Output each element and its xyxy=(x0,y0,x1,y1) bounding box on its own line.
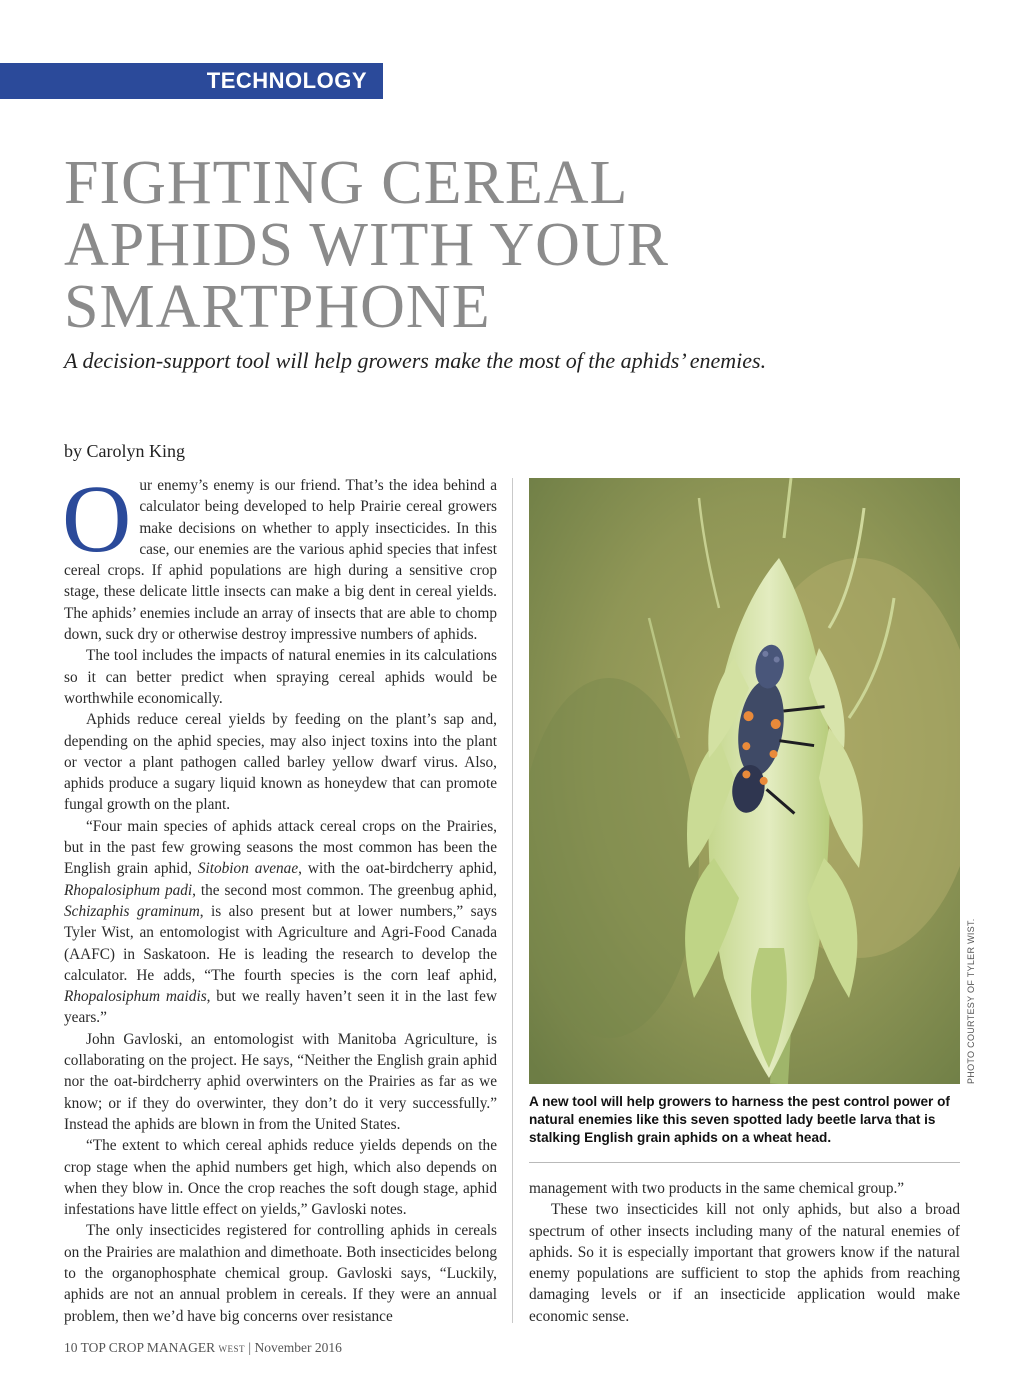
headline-line: FIGHTING CEREAL xyxy=(64,149,629,217)
magazine-name: TOP CROP MANAGER xyxy=(80,1340,216,1355)
headline-line: APHIDS WITH YOUR xyxy=(64,211,669,279)
species-name: Rhopalosiphum padi xyxy=(64,881,193,899)
photo-ladybeetle-larva-on-wheat xyxy=(529,478,960,1084)
article-paragraph: “Four main species of aphids attack cereal crops on the Prairies, but in the past few growing seasons the most common has been the English grain aphid, Sitobion avenae, with the oat-birdcherry aphid, Rhopalosiphum padi, the second most common. The greenbug aphid, Schizaphis graminum, is also present but at lower numbers,” says Tyler Wist, an entomologist with Agriculture and Agri-Food Canada (AAFC) in Saskatoon. He is leading the research to develop the calculator. He adds, “The fourth species is the corn leaf aphid, Rhopalosiphum maidis, but we really haven’t seen it in the last few years.” xyxy=(64,817,497,1027)
column-divider xyxy=(512,478,513,1323)
issue-date: November 2016 xyxy=(254,1340,342,1355)
article-paragraph: John Gavloski, an entomologist with Manitoba Agriculture, is collaborating on the project. He says, “Neither the English grain aphid nor the oat-birdcherry aphid overwinters on the Prairies as far as we know; or if they do overwinter, they don’t do it very successfully.” Instead the aphids are blown in from the United States. xyxy=(64,1030,497,1133)
article-paragraph: The tool includes the impacts of natural enemies in its calculations so it can better predict when spraying cereal aphids would be worthwhile economically. xyxy=(64,647,497,707)
caption-divider xyxy=(529,1162,960,1163)
species-name: Sitobion avenae xyxy=(197,860,299,878)
byline: by Carolyn King xyxy=(64,441,185,461)
article-paragraph: “The extent to which cereal aphids reduce yields depends on the crop stage when the aphid numbers get high, which also depends on when they blow in. Once the crop reaches the soft dough stage, aphid infestations have little effect on yields,” Gavloski notes. xyxy=(64,1137,497,1219)
article-paragraph: Our enemy’s enemy is our friend. That’s the idea behind a calculator being developed to help Prairie cereal growers make decisions on whether to apply insecticides. In this case, our enemies are the various aphid species that infest cereal crops. If aphid populations are high during a sensitive crop stage, these delicate little insects can make a big dent in cereal yields. The aphids’ enemies include an array of insects that are able to chomp down, suck dry or otherwise destroy impressive numbers of aphids. xyxy=(62,465,497,644)
article-paragraph: Aphids reduce cereal yields by feeding on the plant’s sap and, depending on the aphid species, may also inject toxins into the plant or vector a plant pathogen called barley yellow dwarf virus. Also, aphids produce a sugary liquid known as honeydew that can promote fungal growth on the plant. xyxy=(64,711,497,814)
article-paragraph: The only insecticides registered for controlling aphids in cereals on the Prairies are malathion and dimethoate. Both insecticides belong to the organophosphate chemical group. Gavloski says, “Luckily, aphids are not an annual problem in cereals. If they were an annual problem, then we’d have big concerns over resistance xyxy=(64,1222,497,1325)
headline xyxy=(64,149,764,341)
deck-subtitle: A decision-support tool will help growers make the most of the aphids’ enemies. xyxy=(64,348,767,373)
page-number: 10 xyxy=(64,1340,78,1355)
section-label: TECHNOLOGY xyxy=(206,68,367,93)
species-name: Schizaphis graminum xyxy=(64,902,200,920)
article-paragraph: These two insecticides kill not only aphids, but also a broad spectrum of other insects including many of the natural enemies of aphids. So it is especially important that growers know if the natural enemy populations are sufficient to stop the aphids from reaching damaging levels or if an insecticide application would make economic sense. xyxy=(529,1201,960,1325)
article-paragraph: management with two products in the same chemical group.” xyxy=(529,1180,905,1197)
article-column-right xyxy=(529,1178,960,1327)
headline-line: SMARTPHONE xyxy=(64,273,491,341)
page-footer xyxy=(64,1340,342,1356)
magazine-edition: WEST xyxy=(218,1344,246,1354)
footer-separator: | xyxy=(248,1340,252,1355)
section-banner xyxy=(0,63,383,99)
photo-caption: A new tool will help growers to harness the pest control power of natural enemies like this seven spotted lady beetle larva that is stalking English grain aphids on a wheat head. xyxy=(529,1094,950,1145)
drop-cap: O xyxy=(62,465,132,572)
photo-credit: PHOTO COURTESY OF TYLER WIST. xyxy=(966,918,976,1084)
article-column-left xyxy=(62,465,497,1327)
species-name: Rhopalosiphum maidis xyxy=(64,988,207,1006)
